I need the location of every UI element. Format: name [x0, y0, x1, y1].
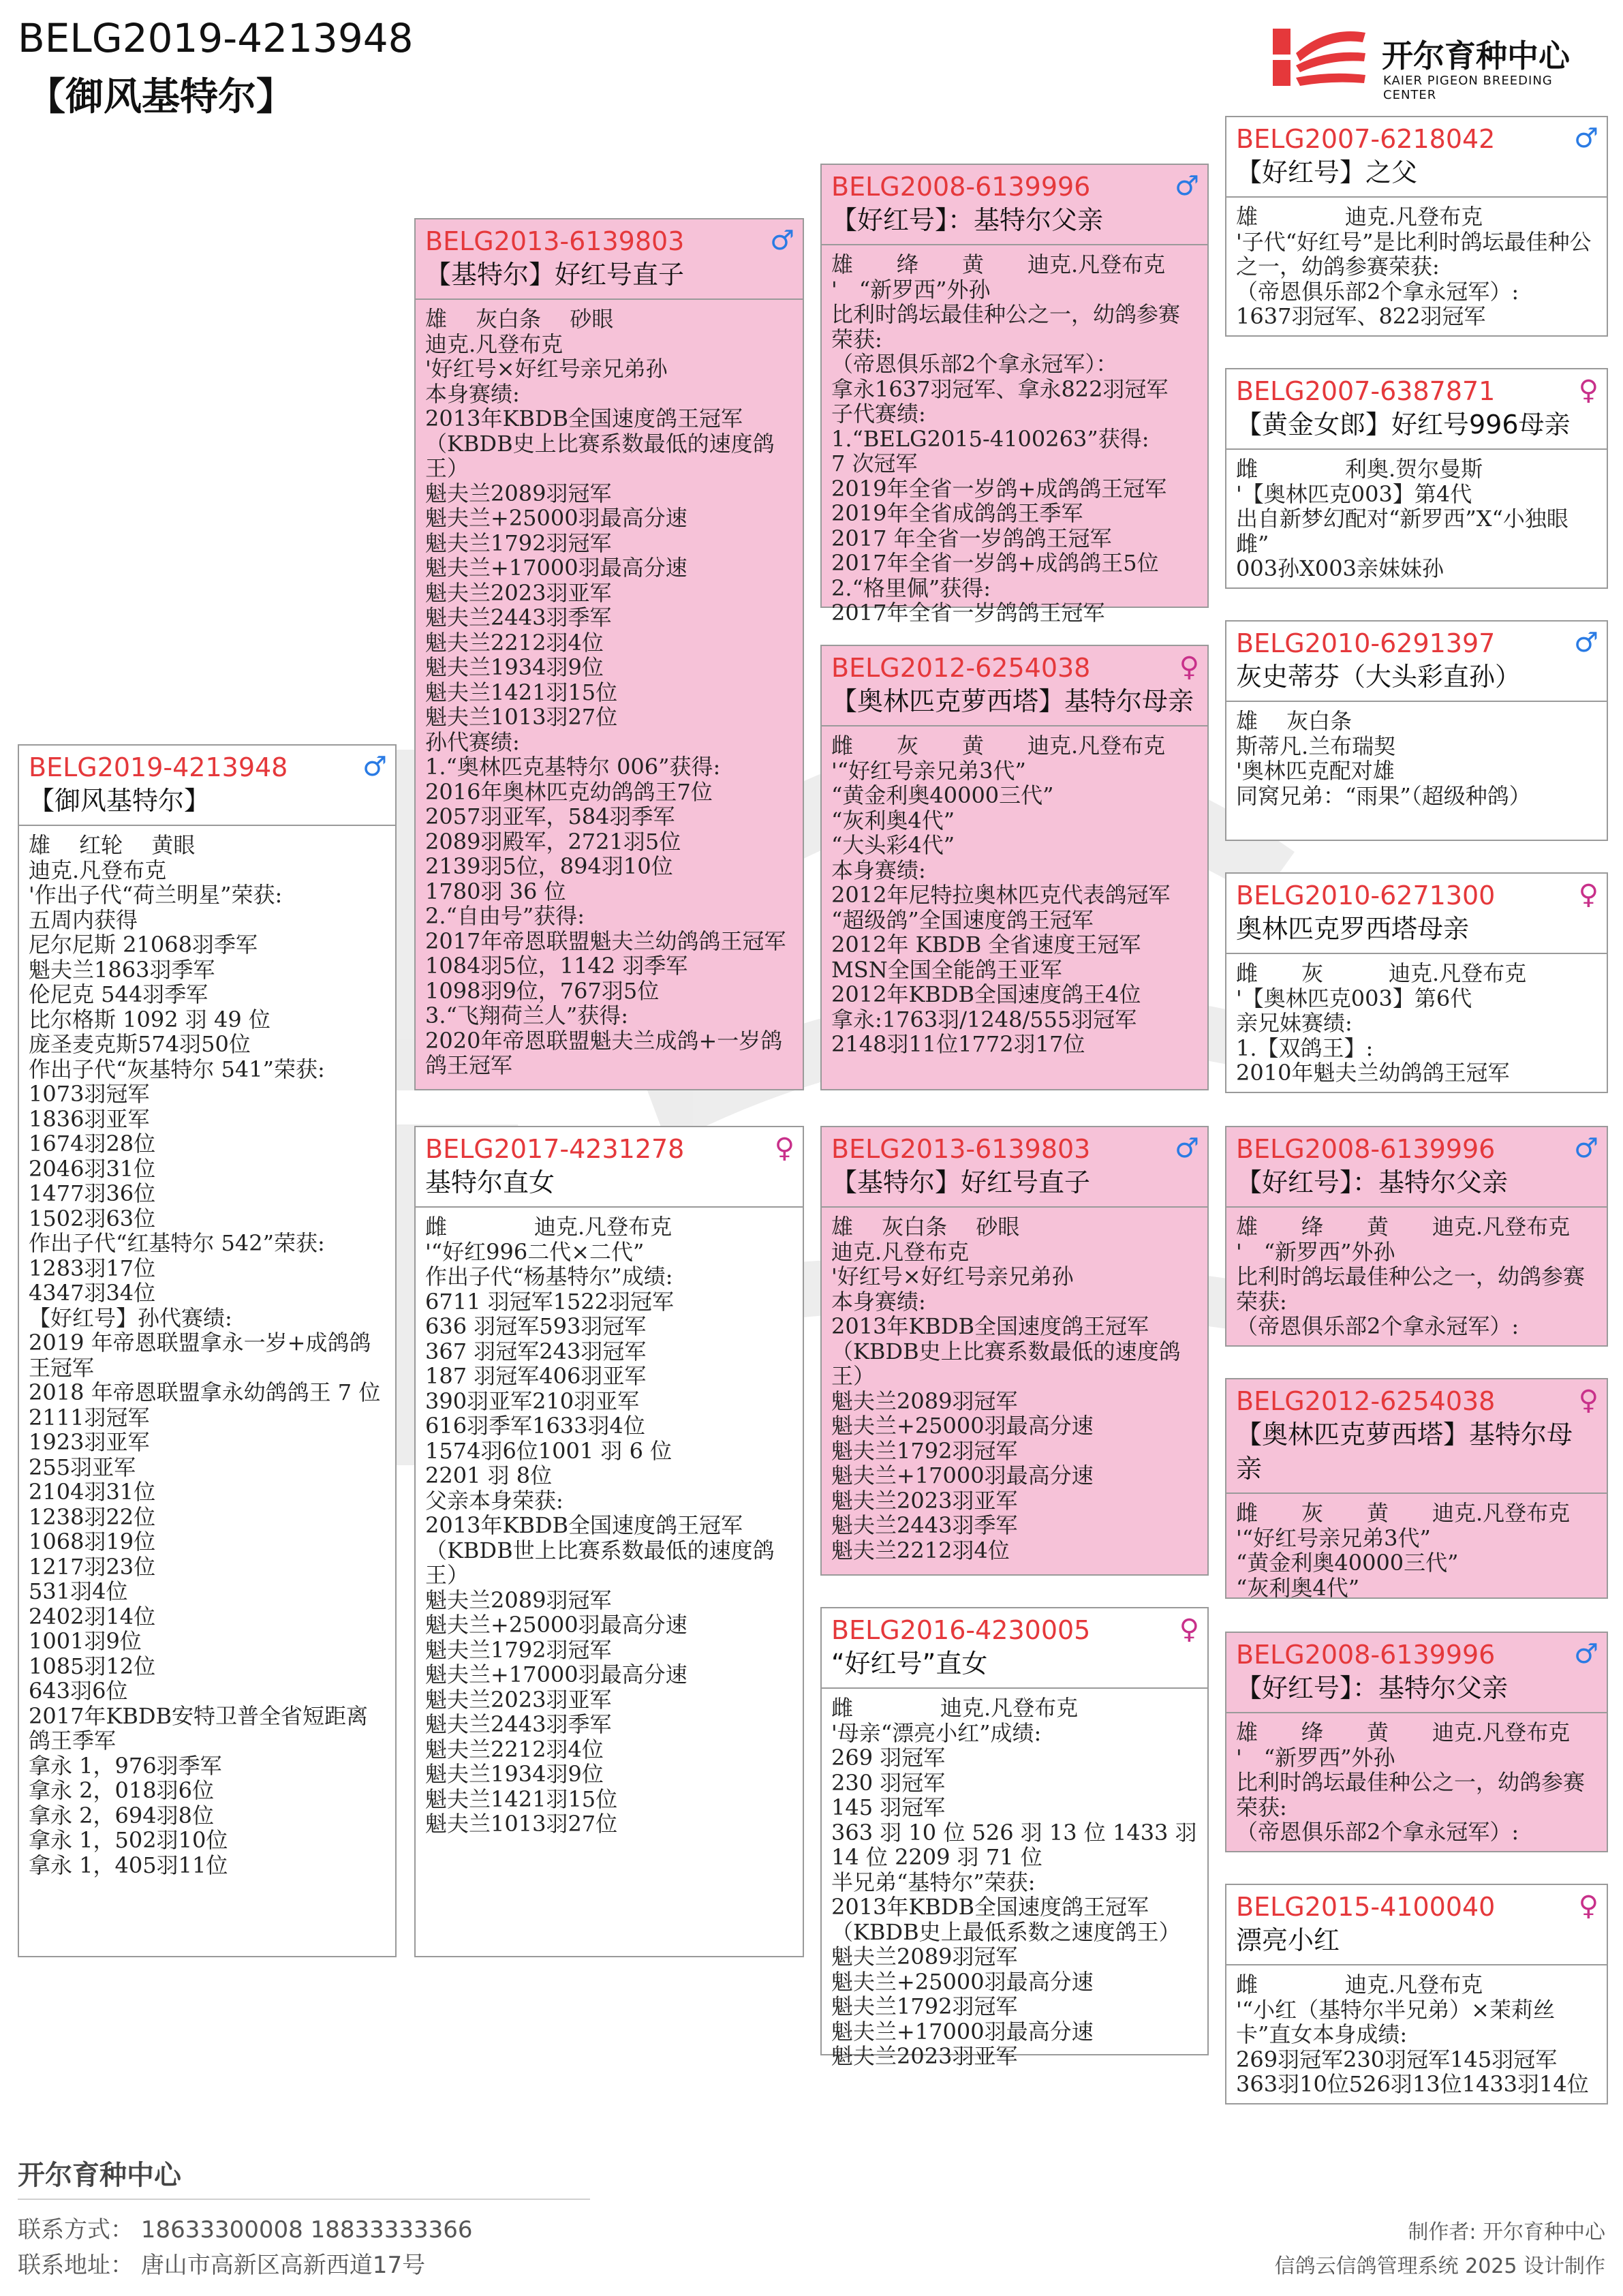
record-line: 魁夫兰2443羽季军	[425, 1711, 612, 1737]
record-line: 魁夫兰1013羽27位	[425, 704, 618, 730]
card-header	[1226, 369, 1607, 408]
record-line: MSN全国全能鸽王亚军	[831, 956, 1062, 983]
pedigree-card-g3-1	[1225, 116, 1608, 337]
record-line: 6711 羽冠军1522羽冠军	[425, 1288, 675, 1315]
record-line: 雄 灰白条	[1236, 708, 1352, 734]
male-icon: ♂	[1175, 170, 1199, 202]
record-line: 2017 年全省一岁鸽鸽王冠军	[831, 525, 1112, 551]
pedigree-card-dam-sire	[820, 1126, 1209, 1576]
record-line: （KBDB史上比赛系数最低的速度鸽王）	[425, 430, 775, 481]
record-line: 1217羽23位	[29, 1553, 156, 1580]
card-body	[1226, 198, 1607, 329]
record-line: 1.【双鸽王】:	[1236, 1035, 1374, 1061]
card-header	[1226, 1885, 1607, 1923]
record-line: 2046羽31位	[29, 1155, 156, 1182]
record-line: 531羽4位	[29, 1578, 128, 1604]
record-line: 2019年全省一岁鸽+成鸽鸽王冠军	[831, 475, 1167, 502]
record-line: （KBDB世上比赛系数最低的速度鸽王）	[425, 1537, 775, 1588]
record-line: 2111羽冠军	[29, 1404, 150, 1430]
record-line: 魁夫兰1792羽冠军	[831, 1993, 1018, 2019]
pedigree-card-g3-4	[1225, 872, 1608, 1093]
record-line: 2104羽31位	[29, 1479, 156, 1505]
record-line: “黄金利奥40000三代”	[1236, 1550, 1459, 1576]
pedigree-card-g3-3	[1225, 620, 1608, 841]
record-line: 比利时鸽坛最佳种公之一，幼鸽参赛荣获:	[831, 301, 1181, 352]
card-body	[822, 1208, 1207, 1563]
card-header	[1226, 874, 1607, 912]
card-body	[19, 826, 395, 1878]
pedigree-card-sire-sire	[820, 164, 1209, 626]
card-header	[1226, 117, 1607, 155]
pigeon-card-name: 基特尔直女	[416, 1165, 803, 1208]
record-line: 魁夫兰+17000羽最高分速	[425, 1662, 687, 1687]
record-line: 魁夫兰1934羽9位	[425, 654, 604, 680]
record-line: '奥林匹克配对雄	[1236, 758, 1395, 784]
ring-number: BELG2008-6139996	[831, 172, 1091, 202]
record-line: 2019年全省成鸽鸽王季军	[831, 500, 1083, 526]
record-line: '【奥林匹克003】第4代	[1236, 480, 1472, 507]
female-icon: ♀	[1578, 1891, 1598, 1922]
card-header	[416, 219, 803, 258]
record-line: 本身赛绩:	[425, 380, 520, 407]
record-line: 雄 红轮 黄眼	[29, 832, 196, 858]
record-line: （帝恩俱乐部2个拿永冠军）:	[1236, 278, 1519, 305]
record-line: 145 羽冠军	[831, 1794, 946, 1820]
record-line: 魁夫兰2212羽4位	[831, 1537, 1010, 1563]
record-line: 2017年全省一岁鸽鸽王冠军	[831, 600, 1105, 626]
card-body	[822, 1689, 1207, 2069]
record-line: 269羽冠军230羽冠军145羽冠军	[1236, 2046, 1558, 2072]
record-line: 雄 绛 黄 迪克.凡登布克	[1236, 1719, 1571, 1745]
pedigree-card-g3-2	[1225, 368, 1608, 589]
card-header	[822, 1127, 1207, 1165]
record-line: 7 次冠军	[831, 450, 918, 476]
pigeon-card-name: 【基特尔】好红号直子	[822, 1165, 1207, 1208]
record-line: 拿永1637羽冠军、拿永822羽冠军	[831, 376, 1169, 402]
footer-org: 开尔育种中心	[18, 2160, 181, 2191]
card-body	[416, 1208, 803, 1837]
pigeon-card-name: 【好红号】：基特尔父亲	[1226, 1671, 1607, 1713]
record-line: 2012年KBDB全国速度鸽王4位	[831, 981, 1141, 1007]
footer-system: 信鸽云信鸽管理系统 2025 设计制作	[1274, 2254, 1605, 2278]
record-line: 2057羽亚军，584羽季军	[425, 803, 675, 829]
record-line: 367 羽冠军243羽冠军	[425, 1338, 647, 1364]
record-line: 斯蒂凡.兰布瑞契	[1236, 733, 1396, 759]
record-line: 拿永 2，694羽8位	[29, 1802, 214, 1828]
record-line: 1923羽亚军	[29, 1429, 150, 1455]
record-line: 2089羽殿军，2721羽5位	[425, 828, 681, 855]
record-line: 拿永 1，405羽11位	[29, 1852, 228, 1878]
card-body	[1226, 1965, 1607, 2097]
record-line: 363羽10位526羽13位1433羽14位	[1236, 2071, 1589, 2097]
record-line: （帝恩俱乐部2个拿永冠军）:	[1236, 1819, 1519, 1845]
record-line: 魁夫兰2089羽冠军	[831, 1388, 1018, 1414]
ring-number: BELG2010-6291397	[1236, 628, 1496, 658]
record-line: 3.“飞翔荷兰人”获得:	[425, 1002, 629, 1028]
record-line: 4347羽34位	[29, 1280, 156, 1306]
pedigree-card-g3-6	[1225, 1378, 1608, 1599]
record-line: 子代赛绩:	[831, 401, 926, 427]
record-line: 魁夫兰2089羽冠军	[425, 480, 612, 506]
record-line: 魁夫兰1421羽15位	[425, 679, 618, 705]
record-line: 雄 绛 黄 迪克.凡登布克	[831, 251, 1166, 277]
record-line: 魁夫兰+17000羽最高分速	[831, 1463, 1094, 1488]
record-line: 2012年尼特拉奥林匹克代表鸽冠军	[831, 882, 1171, 908]
male-icon: ♂	[1574, 1133, 1598, 1164]
record-line: 魁夫兰2089羽冠军	[831, 1944, 1018, 1970]
record-line: 2013年KBDB全国速度鸽王冠军	[425, 1512, 743, 1538]
record-line: 比尔格斯 1092 羽 49 位	[29, 1006, 270, 1032]
card-body	[1226, 702, 1607, 808]
pigeon-card-name: 奥林匹克罗西塔母亲	[1226, 912, 1607, 954]
ring-number: BELG2008-6139996	[1236, 1134, 1496, 1164]
footer-divider	[18, 2199, 590, 2200]
record-line: 2017年帝恩联盟魁夫兰幼鸽鸽王冠军	[425, 928, 786, 954]
record-line: 魁夫兰1934羽9位	[425, 1761, 604, 1787]
male-icon: ♂	[1574, 123, 1598, 154]
card-header	[1226, 1633, 1607, 1671]
record-line: 雌 利奥.贺尔曼斯	[1236, 456, 1483, 482]
record-line: ' “新罗西”外孙	[1236, 1744, 1395, 1771]
ring-number: BELG2015-4100040	[1236, 1892, 1496, 1922]
record-line: 1.“BELG2015-4100263”获得:	[831, 425, 1149, 452]
record-line: 2013年KBDB全国速度鸽王冠军	[831, 1313, 1149, 1339]
ring-number: BELG2007-6218042	[1236, 124, 1496, 154]
card-header	[1226, 1127, 1607, 1165]
card-body	[822, 245, 1207, 626]
female-icon: ♀	[1578, 375, 1598, 406]
record-line: 390羽亚军210羽亚军	[425, 1388, 640, 1414]
record-line: 616羽季军1633羽4位	[425, 1413, 645, 1439]
pigeon-card-name: 灰史蒂芬（大头彩直孙）	[1226, 660, 1607, 702]
pigeon-card-name: 【好红号】：基特尔父亲	[822, 203, 1207, 245]
pedigree-card-g3-7	[1225, 1632, 1608, 1852]
record-line: '“好红996二代×二代”	[425, 1238, 645, 1265]
card-body	[416, 300, 803, 1078]
card-header	[19, 746, 395, 784]
female-icon: ♀	[1578, 1385, 1598, 1416]
record-line: 拿永:1763羽/1248/555羽冠军	[831, 1006, 1137, 1032]
record-line: （KBDB史上比赛系数最低的速度鸽王）	[831, 1338, 1181, 1389]
female-icon: ♀	[1578, 879, 1598, 910]
record-line: 2017年KBDB安特卫普全省短距离鸽王季军	[29, 1702, 369, 1754]
record-line: 1068羽19位	[29, 1529, 156, 1555]
record-line: 魁夫兰1792羽冠军	[425, 1636, 612, 1663]
record-line: 2148羽11位1772羽17位	[831, 1031, 1085, 1057]
pigeon-card-name: 【基特尔】好红号直子	[416, 258, 803, 300]
record-line: 庞圣麦克斯574羽50位	[29, 1031, 251, 1057]
record-line: 2010年魁夫兰幼鸽鸽王冠军	[1236, 1060, 1510, 1086]
record-line: 魁夫兰+25000羽最高分速	[425, 1612, 687, 1638]
ring-number: BELG2012-6254038	[1236, 1386, 1496, 1416]
card-header	[1226, 622, 1607, 660]
pigeon-name: 【御风基特尔】	[27, 75, 294, 119]
record-line: '母亲“漂亮小红”成绩:	[831, 1719, 1042, 1746]
record-line: 雌 迪克.凡登布克	[1236, 1972, 1483, 1997]
footer-address: 联系地址： 唐山市高新区高新西道17号	[18, 2252, 426, 2279]
record-line: 1085羽12位	[29, 1653, 156, 1679]
record-line: 2017年全省一岁鸽+成鸽鸽王5位	[831, 550, 1159, 576]
record-line: “黄金利奥40000三代”	[831, 782, 1054, 808]
record-line: 半兄弟“基特尔”荣获:	[831, 1869, 1036, 1895]
card-header	[1226, 1379, 1607, 1418]
record-line: 2012年 KBDB 全省速度王冠军	[831, 932, 1141, 958]
ring-number: BELG2013-6139803	[425, 226, 685, 256]
record-line: 雄 迪克.凡登布克	[1236, 204, 1483, 230]
ring-number: BELG2016-4230005	[831, 1615, 1091, 1645]
pigeon-card-name: 【好红号】：基特尔父亲	[1226, 1165, 1607, 1208]
ring-number: BELG2010-6271300	[1236, 881, 1496, 910]
record-line: 迪克.凡登布克	[425, 331, 563, 357]
record-line: 魁夫兰2023羽亚军	[831, 1487, 1018, 1514]
card-header	[822, 165, 1207, 203]
record-line: 作出子代“杨基特尔”成绩:	[425, 1264, 673, 1289]
record-line: '“小红（基特尔半兄弟）×茉莉丝卡”直女本身成绩:	[1236, 1996, 1555, 2047]
record-line: 比利时鸽坛最佳种公之一，幼鸽参赛荣获:	[1236, 1769, 1586, 1820]
record-line: 1098羽9位，767羽5位	[425, 977, 660, 1004]
record-line: 雌 灰 黄 迪克.凡登布克	[1236, 1500, 1571, 1526]
record-line: 魁夫兰1013羽27位	[425, 1811, 618, 1837]
record-line: 1283羽17位	[29, 1255, 156, 1281]
record-line: 【好红号】孙代赛绩:	[29, 1304, 232, 1331]
card-body	[1226, 450, 1607, 581]
male-icon: ♂	[770, 225, 794, 256]
record-line: 本身赛绩:	[831, 1288, 926, 1315]
record-line: '好红号×好红号亲兄弟孙	[831, 1264, 1074, 1289]
ring-number: BELG2019-4213948	[29, 752, 288, 782]
record-line: 255羽亚军	[29, 1454, 136, 1480]
record-line: 2.“格里佩”获得:	[831, 575, 991, 601]
record-line: '“好红号亲兄弟3代”	[1236, 1525, 1431, 1551]
ring-number: BELG2008-6139996	[1236, 1640, 1496, 1670]
record-line: '子代“好红号”是比利时鸽坛最佳种公之一，幼鸽参赛荣获:	[1236, 228, 1592, 279]
ring-number: BELG2012-6254038	[831, 653, 1091, 683]
record-line: 魁夫兰2212羽4位	[425, 1736, 604, 1762]
kaier-logo-icon	[1273, 26, 1368, 89]
record-line: （KBDB史上最低系数之速度鸽王）	[831, 1918, 1181, 1945]
record-line: 魁夫兰1863羽季军	[29, 956, 215, 983]
record-line: 魁夫兰2023羽亚军	[425, 1686, 612, 1713]
record-line: 尼尔尼斯 21068羽季军	[29, 932, 258, 958]
pigeon-card-name: 漂亮小红	[1226, 1923, 1607, 1965]
record-line: 269 羽冠军	[831, 1745, 946, 1771]
pigeon-card-name: 【奥林匹克萝西塔】基特尔母亲	[1226, 1418, 1607, 1494]
record-line: 作出子代“红基特尔 542”荣获:	[29, 1230, 325, 1256]
footer-contact: 联系方式： 18633300008 18833333366	[18, 2216, 473, 2244]
record-line: 643羽6位	[29, 1678, 128, 1704]
pedigree-card-dam	[414, 1126, 804, 1957]
record-line: '作出子代“荷兰明星”荣获:	[29, 882, 283, 908]
record-line: 孙代赛绩:	[425, 729, 520, 755]
record-line: 1637羽冠军、822羽冠军	[1236, 303, 1486, 329]
card-body	[1226, 1208, 1607, 1339]
female-icon: ♀	[774, 1133, 794, 1164]
card-body	[1226, 1713, 1607, 1845]
record-line: 拿永 2，018羽6位	[29, 1777, 214, 1803]
record-line: 2139羽5位，894羽10位	[425, 853, 673, 879]
record-line: 2019 年帝恩联盟拿永一岁+成鸽鸽王冠军	[29, 1330, 371, 1381]
record-line: 2.“自由号”获得:	[425, 903, 585, 929]
record-line: “灰利奥4代”	[1236, 1574, 1360, 1601]
card-header	[822, 1608, 1207, 1647]
male-icon: ♂	[362, 751, 387, 782]
record-line: ' “新罗西”外孙	[831, 276, 991, 303]
record-line: 雌 灰 黄 迪克.凡登布克	[831, 733, 1166, 759]
record-line: 魁夫兰1792羽冠军	[425, 530, 612, 556]
logo-name-en: KAIER PIGEON BREEDING CENTER	[1383, 74, 1553, 102]
record-line: 作出子代“灰基特尔 541”荣获:	[29, 1056, 325, 1082]
record-line: 五周内获得	[29, 906, 138, 933]
record-line: 1674羽28位	[29, 1131, 156, 1157]
card-body	[822, 726, 1207, 1057]
record-line: 2013年KBDB全国速度鸽王冠军	[831, 1894, 1149, 1920]
record-line: 出自新梦幻配对“新罗西”X“小独眼雌”	[1236, 506, 1568, 557]
card-body	[1226, 954, 1607, 1086]
logo-name-cn: 开尔育种中心	[1382, 37, 1570, 74]
record-line: 1477羽36位	[29, 1180, 156, 1206]
ring-number: BELG2013-6139803	[831, 1134, 1091, 1164]
male-icon: ♂	[1574, 627, 1598, 658]
record-line: 魁夫兰2023羽亚军	[425, 579, 612, 606]
record-line: 魁夫兰2023羽亚军	[831, 2043, 1018, 2069]
pedigree-card-g3-5	[1225, 1126, 1608, 1347]
record-line: 魁夫兰1421羽15位	[425, 1786, 618, 1812]
card-body	[1226, 1494, 1607, 1600]
record-line: 1238羽22位	[29, 1503, 156, 1530]
pigeon-card-name: “好红号”直女	[822, 1647, 1207, 1689]
record-line: 1574羽6位1001 羽 6 位	[425, 1437, 673, 1464]
record-line: 雄 灰白条 砂眼	[425, 306, 614, 332]
record-line: “超级鸽”全国速度鸽王冠军	[831, 906, 1094, 933]
record-line: ' “新罗西”外孙	[1236, 1238, 1395, 1265]
record-line: 父亲本身荣获:	[425, 1487, 563, 1514]
record-line: 拿永 1，502羽10位	[29, 1827, 228, 1853]
record-line: 1836羽亚军	[29, 1105, 150, 1132]
male-icon: ♂	[1175, 1133, 1199, 1164]
card-header	[822, 646, 1207, 684]
record-line: 本身赛绩:	[831, 857, 926, 883]
pedigree-card-dam-dam	[820, 1607, 1209, 2069]
record-line: 魁夫兰+17000羽最高分速	[831, 2018, 1094, 2045]
pedigree-card-sire-dam	[820, 645, 1209, 1090]
record-line: （帝恩俱乐部2个拿永冠军）：	[831, 351, 1118, 377]
pedigree-card-g3-8	[1225, 1884, 1608, 2104]
brand-logo	[1273, 26, 1607, 102]
pigeon-card-name: 【奥林匹克萝西塔】基特尔母亲	[822, 684, 1207, 726]
pigeon-id: BELG2019-4213948	[18, 15, 414, 61]
record-line: 魁夫兰2443羽季军	[831, 1512, 1018, 1538]
record-line: “灰利奥4代”	[831, 807, 955, 833]
footer-maker: 制作者: 开尔育种中心	[1408, 2220, 1605, 2244]
record-line: 魁夫兰+17000羽最高分速	[425, 555, 687, 581]
card-header	[416, 1127, 803, 1165]
record-line: 魁夫兰2212羽4位	[425, 629, 604, 656]
record-line: 魁夫兰1792羽冠军	[831, 1437, 1018, 1464]
record-line: 1073羽冠军	[29, 1081, 150, 1107]
pigeon-card-name: 【黄金女郎】好红号996母亲	[1226, 408, 1607, 450]
record-line: 魁夫兰+25000羽最高分速	[831, 1413, 1094, 1439]
record-line: 1.“奥林匹克基特尔 006”获得:	[425, 754, 721, 780]
record-line: 魁夫兰+25000羽最高分速	[425, 505, 687, 531]
record-line: 魁夫兰2089羽冠军	[425, 1587, 612, 1613]
record-line: 1780羽 36 位	[425, 878, 566, 904]
female-icon: ♀	[1179, 652, 1199, 683]
record-line: 1001羽9位	[29, 1628, 142, 1654]
record-line: 230 羽冠军	[831, 1769, 946, 1796]
record-line: 拿永 1，976羽季军	[29, 1752, 222, 1779]
record-line: 363 羽 10 位 526 羽 13 位 1433 羽 14 位 2209 羽 71 位	[831, 1819, 1204, 1870]
record-line: 魁夫兰2443羽季军	[425, 604, 612, 630]
record-line: 2018 年帝恩联盟拿永幼鸽鸽王 7 位	[29, 1379, 381, 1405]
record-line: 1502羽63位	[29, 1205, 156, 1231]
record-line: 伦尼克 544羽季军	[29, 981, 208, 1007]
record-line: 同窝兄弟：“雨果”（超级种鸽）	[1236, 782, 1531, 809]
record-line: 雌 迪克.凡登布克	[425, 1214, 673, 1240]
female-icon: ♀	[1179, 1614, 1199, 1645]
male-icon: ♂	[1574, 1638, 1598, 1670]
pedigree-card-subject	[18, 744, 397, 1957]
record-line: 雄 绛 黄 迪克.凡登布克	[1236, 1214, 1571, 1240]
record-line: 比利时鸽坛最佳种公之一，幼鸽参赛荣获:	[1236, 1264, 1586, 1315]
record-line: 2201 羽 8位	[425, 1463, 553, 1488]
ring-number: BELG2007-6387871	[1236, 376, 1496, 406]
record-line: 2016年奥林匹克幼鸽鸽王7位	[425, 778, 713, 805]
record-line: '好红号×好红号亲兄弟孙	[425, 356, 668, 382]
record-line: 雌 灰 迪克.凡登布克	[1236, 960, 1527, 986]
record-line: 2020年帝恩联盟魁夫兰成鸽+一岁鸽鸽王冠军	[425, 1027, 783, 1078]
record-line: 雄 灰白条 砂眼	[831, 1214, 1020, 1240]
record-line: 2402羽14位	[29, 1603, 156, 1629]
record-line: 1084羽5位，1142 羽季军	[425, 953, 688, 979]
ring-number: BELG2017-4231278	[425, 1134, 685, 1164]
record-line: '【奥林匹克003】第6代	[1236, 985, 1472, 1011]
record-line: 亲兄妹赛绩:	[1236, 1010, 1352, 1036]
pigeon-card-name: 【好红号】之父	[1226, 155, 1607, 198]
record-line: “大头彩4代”	[831, 832, 955, 858]
record-line: 003孙X003亲妹妹孙	[1236, 555, 1444, 581]
record-line: '“好红号亲兄弟3代”	[831, 757, 1026, 784]
record-line: 迪克.凡登布克	[29, 857, 167, 883]
pedigree-card-sire	[414, 218, 804, 1090]
pigeon-card-name: 【御风基特尔】	[19, 784, 395, 826]
record-line: （帝恩俱乐部2个拿永冠军）:	[1236, 1313, 1519, 1339]
record-line: 魁夫兰+25000羽最高分速	[831, 1968, 1094, 1995]
record-line: 迪克.凡登布克	[831, 1238, 970, 1265]
record-line: 187 羽冠军406羽亚军	[425, 1363, 647, 1389]
record-line: 2013年KBDB全国速度鸽王冠军	[425, 405, 743, 431]
record-line: 636 羽冠军593羽冠军	[425, 1313, 647, 1339]
record-line: 雌 迪克.凡登布克	[831, 1695, 1079, 1721]
